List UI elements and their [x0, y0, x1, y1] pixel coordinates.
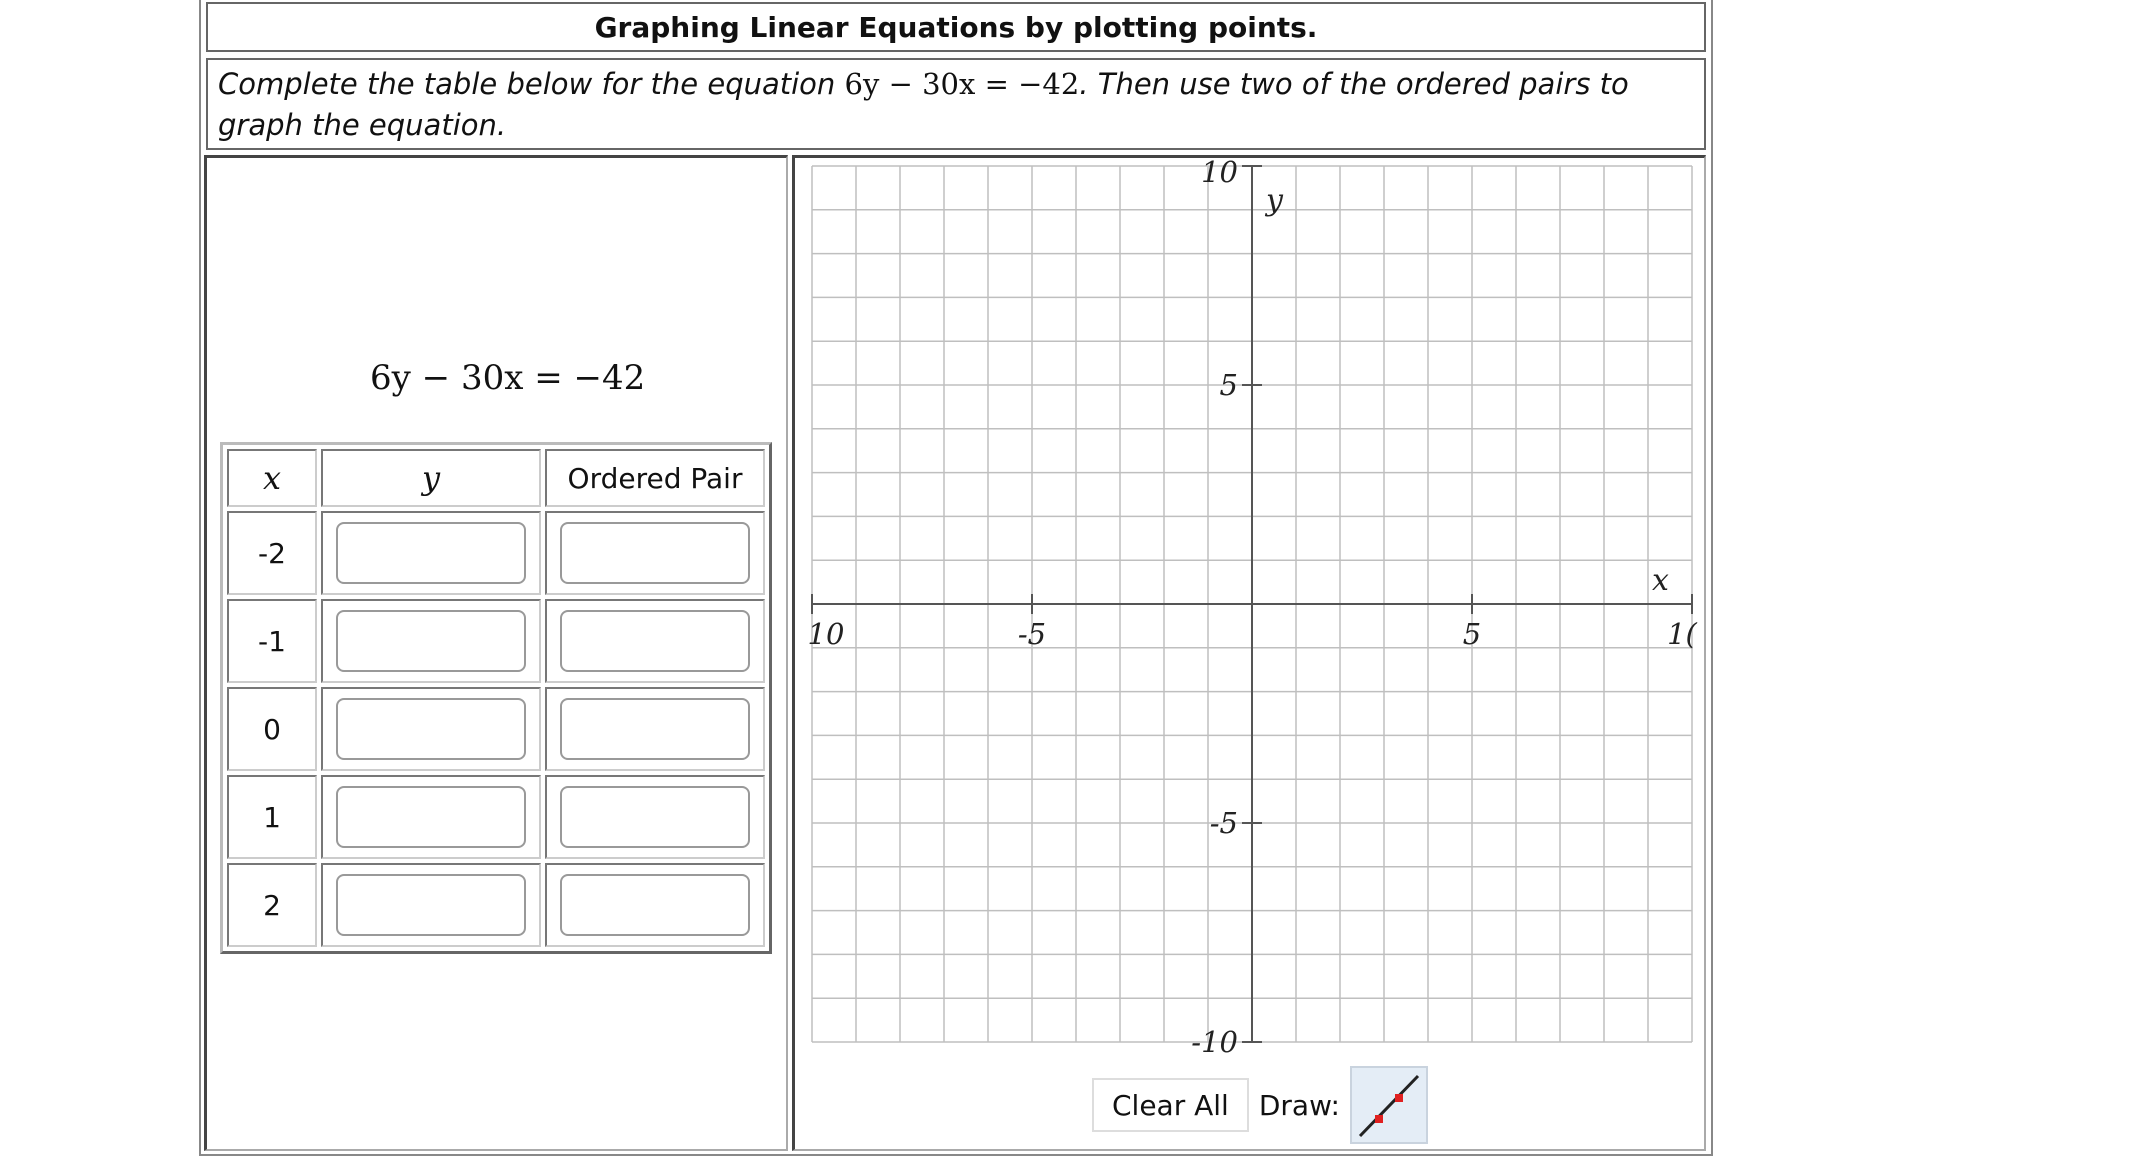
page-title-text: Graphing Linear Equations by plotting points. [594, 10, 1318, 44]
y-input[interactable] [336, 786, 526, 848]
table-row [227, 687, 765, 771]
instructions-equation: 6y − 30x = −42 [844, 67, 1080, 101]
table-header-row [227, 449, 765, 507]
ordered-pair-input[interactable] [560, 522, 750, 584]
ordered-pair-input[interactable] [560, 786, 750, 848]
clear-all-button[interactable]: Clear All [1092, 1078, 1249, 1132]
ordered-pair-input[interactable] [560, 610, 750, 672]
instructions-before: Complete the table below for the equation [218, 67, 845, 101]
x-value: 1 [227, 775, 317, 859]
header-ordered-pair: Ordered Pair [545, 449, 765, 507]
y-tick-label: 10 [1201, 160, 1238, 189]
x-tick-label: 5 [1462, 617, 1482, 651]
x-value: 0 [227, 687, 317, 771]
x-value: -1 [227, 599, 317, 683]
y-tick-label: -10 [1191, 1025, 1238, 1059]
equation-display: 6y − 30x = −42 [370, 358, 646, 398]
header-y: y [321, 449, 541, 507]
y-input[interactable] [336, 610, 526, 672]
table-row [227, 511, 765, 595]
line-segment-icon [1354, 1070, 1424, 1140]
y-tick-label: 5 [1219, 368, 1238, 402]
y-input[interactable] [336, 874, 526, 936]
x-tick-label: -5 [1017, 617, 1047, 651]
x-tick-label: 1( [1667, 617, 1697, 651]
x-tick-label: 10 [807, 617, 845, 651]
draw-label: Draw: [1258, 1088, 1340, 1122]
x-value: 2 [227, 863, 317, 947]
coordinate-grid[interactable] [800, 160, 1700, 1060]
instructions-after: . Then use two of the ordered pairs to graph the equation. [218, 67, 1629, 142]
y-input[interactable] [336, 698, 526, 760]
x-value: -2 [227, 511, 317, 595]
page-title [206, 2, 1706, 52]
table-row [227, 599, 765, 683]
x-axis-label: x [1652, 563, 1669, 598]
table-row [227, 863, 765, 947]
draw-line-tool-button[interactable] [1350, 1066, 1428, 1144]
y-axis-label: y [1266, 183, 1283, 218]
instructions [206, 58, 1706, 150]
table-row [227, 775, 765, 859]
y-input[interactable] [336, 522, 526, 584]
values-table [220, 442, 772, 954]
ordered-pair-input[interactable] [560, 698, 750, 760]
y-tick-label: -5 [1209, 806, 1238, 840]
graph-controls [1092, 1066, 1428, 1144]
header-x: x [227, 449, 317, 507]
ordered-pair-input[interactable] [560, 874, 750, 936]
